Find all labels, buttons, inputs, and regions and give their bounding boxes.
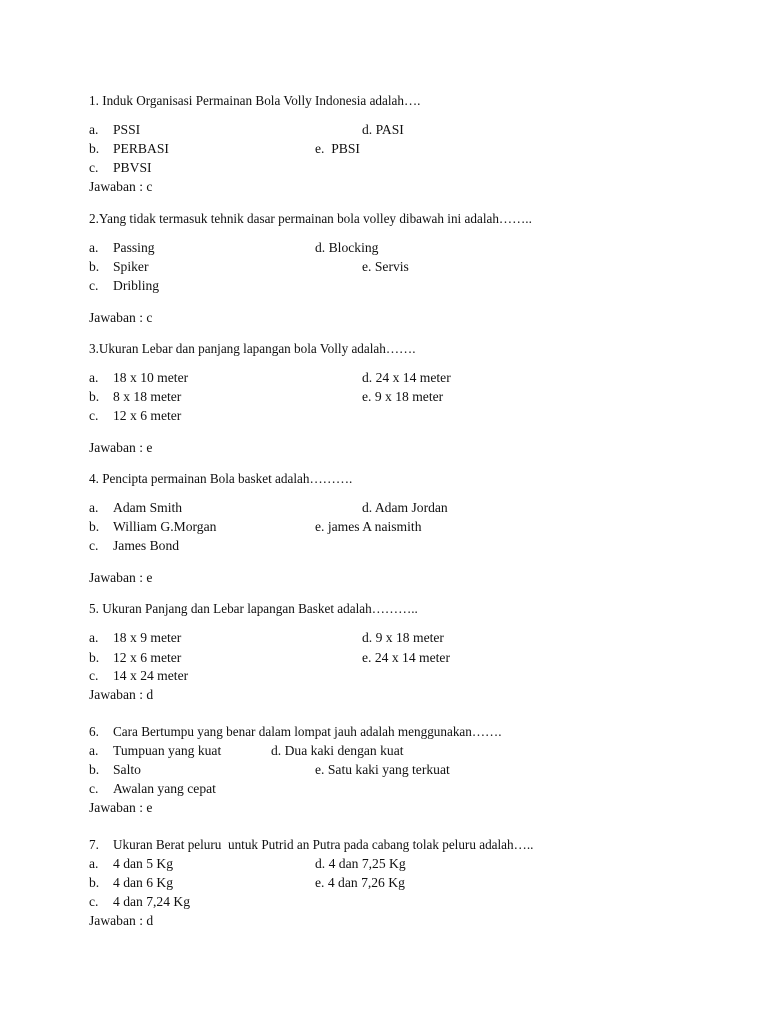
question-4: 4. Pencipta permainan Bola basket adalah………. xyxy=(89,471,353,486)
question-7-text: Ukuran Berat peluru untuk Putrid an Putra pada cabang tolak peluru adalah….. xyxy=(113,837,534,852)
option-1d: d. PASI xyxy=(362,122,404,137)
question-7-number: 7. xyxy=(89,837,99,852)
option-2d: d. Blocking xyxy=(315,240,379,255)
question-1: 1. Induk Organisasi Permainan Bola Volly Indonesia adalah…. xyxy=(89,93,421,108)
question-6-number: 6. xyxy=(89,724,99,739)
option-3e: e. 9 x 18 meter xyxy=(362,389,444,404)
option-2e: e. Servis xyxy=(362,259,409,274)
option-3d: d. 24 x 14 meter xyxy=(362,370,451,385)
question-2: 2.Yang tidak termasuk tehnik dasar permainan bola volley dibawah ini adalah…….. xyxy=(89,211,532,226)
answer-7: Jawaban : d xyxy=(89,913,154,928)
option-1e: e. PBSI xyxy=(315,141,360,156)
answer-4: Jawaban : e xyxy=(89,570,153,585)
option-6e: e. Satu kaki yang terkuat xyxy=(315,762,450,777)
option-7d: d. 4 dan 7,25 Kg xyxy=(315,856,406,871)
answer-5: Jawaban : d xyxy=(89,687,154,702)
question-3: 3.Ukuran Lebar dan panjang lapangan bola Volly adalah……. xyxy=(89,341,416,356)
option-6d: d. Dua kaki dengan kuat xyxy=(271,743,404,758)
question-6-text: Cara Bertumpu yang benar dalam lompat jauh adalah menggunakan……. xyxy=(113,724,502,739)
answer-1: Jawaban : c xyxy=(89,179,153,194)
answer-2: Jawaban : c xyxy=(89,310,153,325)
option-4e: e. james A naismith xyxy=(315,519,422,534)
option-7e: e. 4 dan 7,26 Kg xyxy=(315,875,405,890)
question-5: 5. Ukuran Panjang dan Lebar lapangan Basket adalah……….. xyxy=(89,601,418,616)
option-5d: d. 9 x 18 meter xyxy=(362,630,444,645)
option-4d: d. Adam Jordan xyxy=(362,500,448,515)
document-page: 1. Induk Organisasi Permainan Bola Volly Indonesia adalah…. a. PSSI d. PASI b. PERBASI e. PBSI c. PBVSI Jawaban : c 2.Yang tidak termasuk tehnik dasar permainan bola volley dibawah ini adalah…….. a. Passing d. Blocking b. Spiker e. Servis c. Dribling Jawaban : c 3.Ukuran Lebar dan panjang lapangan bola Volly adalah……. a. 18 x 10 meter d. 24 x 14 meter b. 8 x 18 meter e. 9 x 18 meter c. 12 x 6 meter Jawaban : e 4. Pencipta permainan Bola basket adalah………. a. Adam Smith d. Adam Jordan b. William G.Morgan e. james A naismith c. James Bond Jawaban : e 5. Ukuran Panjang dan Lebar lapangan Basket adalah……….. a. 18 x 9 meter d. 9 x 18 meter b. 12 x 6 meter e. 24 x 14 meter c. 14 x 24 meter Jawaban : d 6. Cara Bertumpu yang benar dalam lompat jauh adalah menggunakan……. a. Tumpuan yang kuat d. Dua kaki dengan kuat b. Salto e. Satu kaki yang terkuat c. Awalan yang cepat Jawaban : e 7. Ukuran Berat peluru untuk Putrid an Putra pada cabang tolak peluru adalah….. a. 4 dan 5 Kg d. 4 dan 7,25 Kg b. 4 dan 6 Kg e. 4 dan 7,26 Kg c. 4 dan 7,24 Kg Jawaban : d xyxy=(89,93,534,928)
answer-6: Jawaban : e xyxy=(89,800,153,815)
option-5e: e. 24 x 14 meter xyxy=(362,650,450,665)
answer-3: Jawaban : e xyxy=(89,440,153,455)
